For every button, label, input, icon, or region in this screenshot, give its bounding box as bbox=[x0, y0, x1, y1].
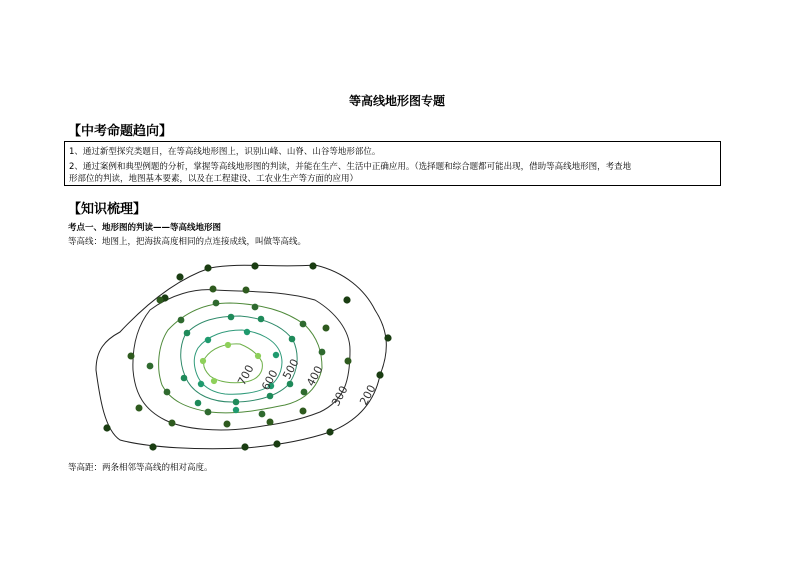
contour-line-300 bbox=[133, 290, 350, 430]
section-heading-knowledge: 【知识梳理】 bbox=[68, 202, 147, 217]
contour-definition: 等高线：地图上，把海拔高度相同的点连接成线，叫做等高线。 bbox=[68, 237, 307, 247]
trend-line-3: 形部位的判读，地图基本要素，以及在工程建设、工农业生产等方面的应用） bbox=[69, 174, 359, 184]
elevation-label-400: 400 bbox=[304, 363, 326, 389]
section-heading-trend: 【中考命题趋向】 bbox=[68, 124, 173, 139]
contour-line-500 bbox=[181, 316, 297, 402]
contour-line-200 bbox=[96, 265, 386, 449]
contour-points-700 bbox=[200, 342, 261, 384]
elevation-label-500: 500 bbox=[280, 356, 302, 382]
elevation-label-700: 700 bbox=[235, 362, 257, 388]
contour-line-700 bbox=[204, 344, 263, 383]
interval-definition: 等高距：两条相邻等高线的相对高度。 bbox=[68, 463, 213, 473]
page-title: 等高线地形图专题 bbox=[348, 94, 445, 108]
elevation-label-200: 200 bbox=[357, 382, 379, 408]
elevation-label-600: 600 bbox=[259, 367, 281, 393]
contour-points-300 bbox=[128, 286, 352, 428]
knowledge-point-title: 考点一、地形图的判读——等高线地形图 bbox=[68, 223, 222, 233]
elevation-label-300: 300 bbox=[329, 383, 351, 409]
trend-line-2: 2、通过案例和典型例题的分析，掌握等高线地形图的判读，并能在生产、生活中正确应用。（选择题和综合题都可能出现，借助等高线地形图，考查地 bbox=[69, 162, 632, 172]
trend-line-1: 1、通过新型探究类题目，在等高线地形图上，识别山峰、山脊、山谷等地形部位。 bbox=[69, 147, 381, 157]
